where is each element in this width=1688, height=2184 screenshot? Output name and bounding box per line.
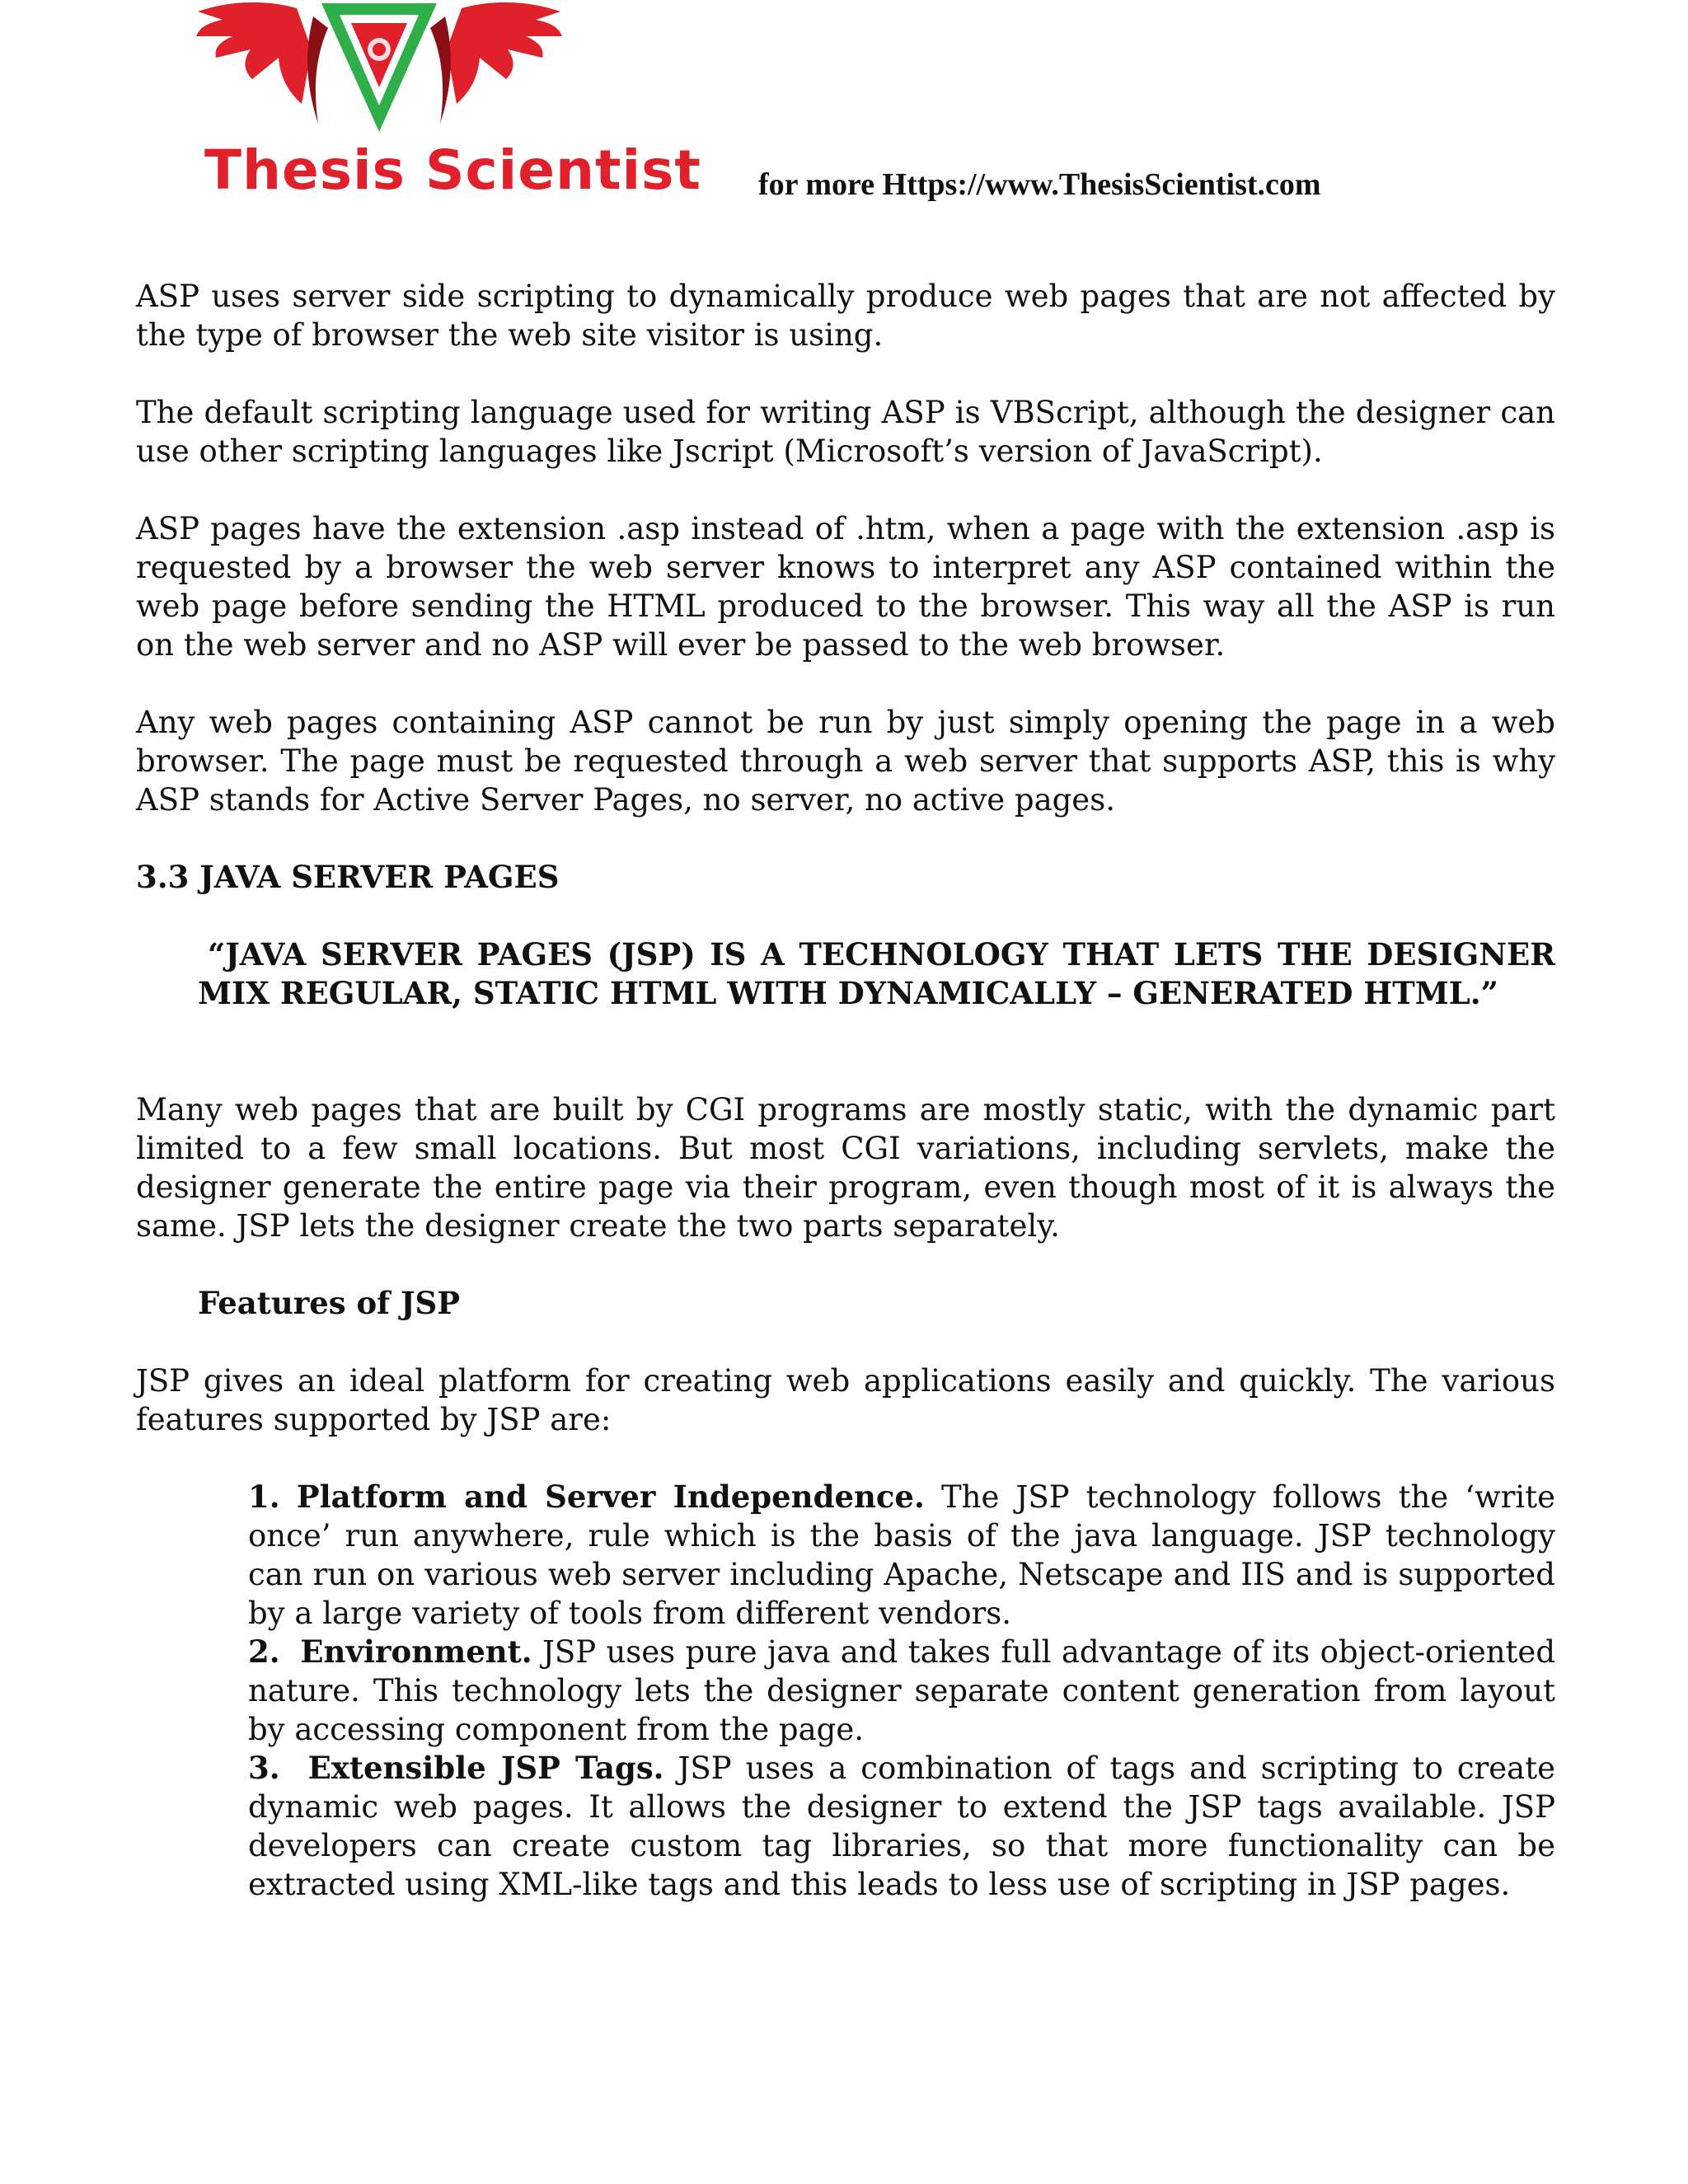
list-item-number: 3. [248,1750,280,1786]
features-heading: Features of JSP [198,1285,461,1321]
paragraph-asp-extension: ASP pages have the extension .asp instead of .htm, when a page with the extension .asp is requested by a browser the web server knows to interpret any ASP contained within the web page before sending the HTML produced to the browser. This way all the ASP is run on the web server and no ASP will ever be passed to the web browser. [136,511,1555,663]
features-intro: JSP gives an ideal platform for creating web applications easily and quickly. The various features supported by JSP are: [136,1363,1555,1437]
list-item-text: The JSP technology follows the ‘write once’ run anywhere, rule which is the basis of the java language. JSP technology can run on various web server including Apache, Netscape and IIS and is supported by a large variety of tools from different vendors. [248,1479,1555,1631]
list-item [248,1633,1555,1749]
list-item [248,1478,1555,1633]
website-link[interactable]: for more Https://www.ThesisScientist.com [758,167,1321,202]
document-body [136,277,1555,1904]
page-header [0,0,1688,223]
list-item-number: 1. [248,1479,280,1515]
list-item-text: JSP uses a combination of tags and scripting to create dynamic web pages. It allows the designer to extend the JSP tags available. JSP developers can create custom tag libraries, so that more functionality can be extracted using XML-like tags and this leads to less use of scripting in JSP pages. [248,1750,1555,1902]
paragraph-cgi: Many web pages that are built by CGI programs are mostly static, with the dynamic part limited to a few small locations. But most CGI variations, including servlets, make the designer generate the entire page via their program, even though most of it is always the same. JSP lets the designer create the two parts separately. [136,1092,1555,1244]
list-item-number: 2. [248,1633,280,1670]
list-item-text: JSP uses pure java and takes full advantage of its object-oriented nature. This technology lets the designer separate content generation from layout by accessing component from the page. [248,1634,1556,1747]
paragraph-asp-scripting-language: The default scripting language used for writing ASP is VBScript, although the designer can use other scripting languages like Jscript (Microsoft’s version of JavaScript). [136,395,1555,469]
list-item-term: Platform and Server Independence. [296,1479,925,1515]
features-list [248,1478,1555,1904]
list-item-term: Extensible JSP Tags. [307,1750,664,1786]
thesis-scientist-logo [190,0,701,206]
winged-triangle-logo-icon [190,0,569,140]
paragraph-asp-web-server: Any web pages containing ASP cannot be run by just simply opening the page in a web browser. The page must be requested through a web server that supports ASP, this is why ASP stands for Active Server Pages, no server, no active pages. [136,705,1555,818]
jsp-definition-quote: “JAVA SERVER PAGES (JSP) IS A TECHNOLOGY THAT LETS THE DESIGNER MIX REGULAR, STATIC HTML WITH DYNAMICALLY – GENERATED HTML.” [198,936,1555,1011]
section-heading: 3.3 JAVA SERVER PAGES [136,859,560,895]
list-item-term: Environment. [300,1633,532,1670]
list-item [248,1749,1555,1904]
logo-text: Thesis Scientist [204,138,701,202]
paragraph-asp-server-side: ASP uses server side scripting to dynamically produce web pages that are not affected by the type of browser the web site visitor is using. [136,279,1555,353]
